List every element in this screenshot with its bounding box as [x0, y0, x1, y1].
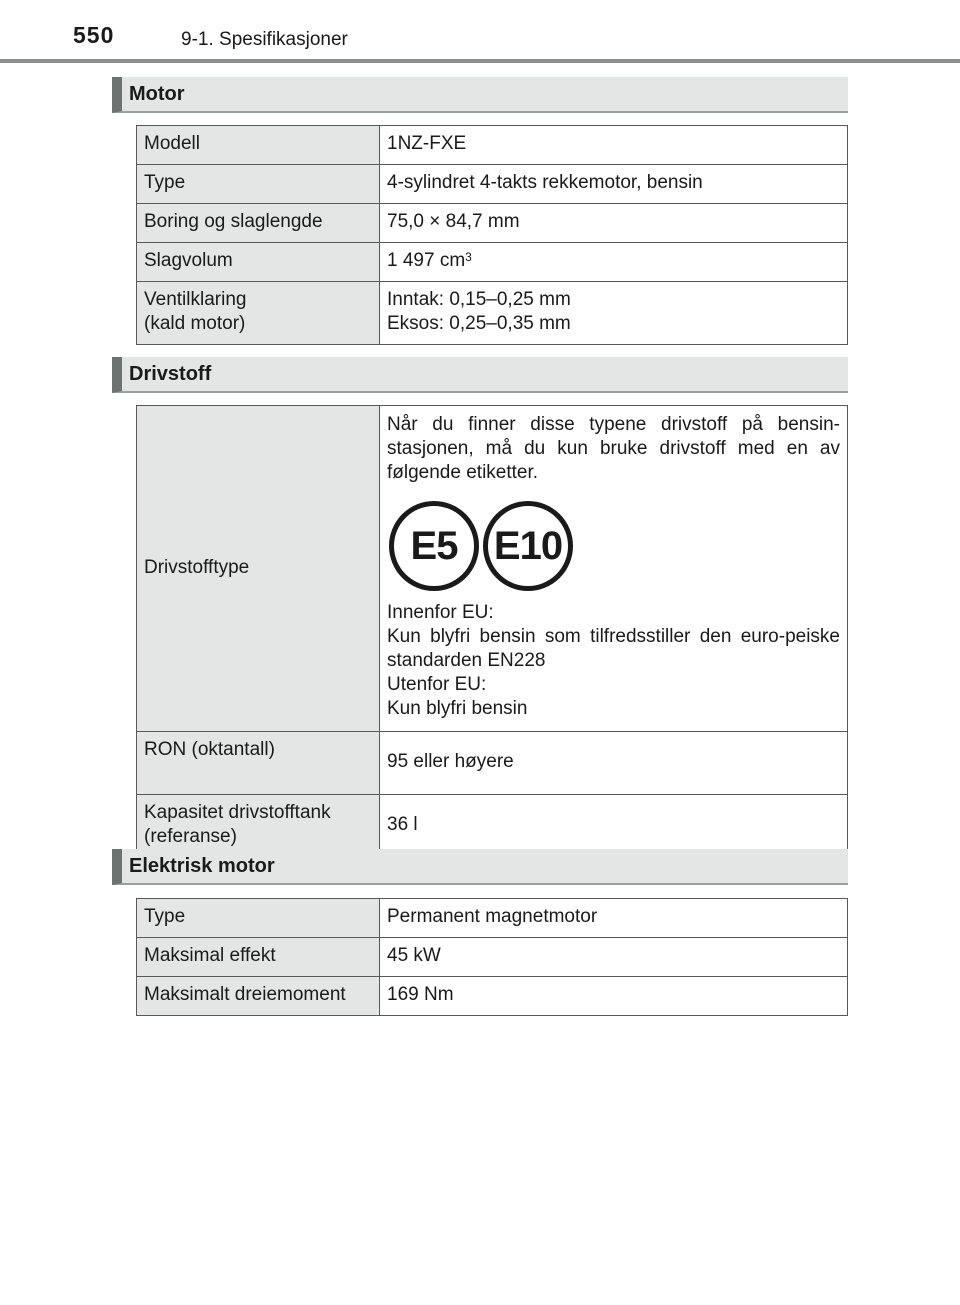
- table-row: [137, 165, 848, 204]
- row-label: Slagvolum: [137, 243, 380, 282]
- row-value: 1NZ-FXE: [380, 126, 848, 165]
- label-line: Ventilklaring: [144, 289, 247, 310]
- fuel-intro-text: Når du finner disse typene drivstoff på bensin-stasjonen, må du kun bruke drivstoff med en av følgende etiketter.: [387, 414, 840, 483]
- section-title: Motor: [129, 83, 185, 105]
- displacement-value: 1 497 cm: [387, 250, 466, 271]
- fuel-spec-table: [136, 405, 848, 858]
- table-row: [137, 977, 848, 1016]
- row-value: [380, 282, 848, 345]
- header-divider: [0, 59, 960, 63]
- table-row: [137, 406, 848, 732]
- table-row: [137, 282, 848, 345]
- label-line: (kald motor): [144, 313, 246, 334]
- table-row: [137, 243, 848, 282]
- row-label: Maksimalt dreiemoment: [137, 977, 380, 1016]
- row-value: 169 Nm: [380, 977, 848, 1016]
- row-value: 4-sylindret 4-takts rekkemotor, bensin: [380, 165, 848, 204]
- outside-eu-heading: Utenfor EU:: [387, 674, 487, 695]
- section-title: Drivstoff: [129, 363, 212, 385]
- chapter-title: 9-1. Spesifikasjoner: [181, 29, 348, 50]
- fuel-badge-e5-icon: E5: [389, 501, 479, 591]
- row-label: Modell: [137, 126, 380, 165]
- label-line: (referanse): [144, 826, 237, 847]
- page-header: [0, 0, 960, 64]
- row-label: Type: [137, 899, 380, 938]
- row-label: Maksimal effekt: [137, 938, 380, 977]
- section-heading-motor: [112, 77, 848, 113]
- row-label: Type: [137, 165, 380, 204]
- table-row: [137, 126, 848, 165]
- value-line: Inntak: 0,15–0,25 mm: [387, 289, 571, 310]
- page-number: 550: [73, 22, 115, 48]
- table-row: [137, 732, 848, 795]
- section-heading-drivstoff: [112, 357, 848, 393]
- superscript: 3: [465, 250, 472, 264]
- row-label: Boring og slaglengde: [137, 204, 380, 243]
- label-line: Kapasitet drivstofftank: [144, 802, 331, 823]
- section-title: Elektrisk motor: [129, 855, 275, 877]
- value-line: Eksos: 0,25–0,35 mm: [387, 313, 571, 334]
- row-value: 95 eller høyere: [380, 732, 848, 795]
- row-label: Drivstofftype: [137, 406, 380, 732]
- inside-eu-text: Kun blyfri bensin som tilfredsstiller den euro-peiske standarden EN228: [387, 626, 840, 671]
- row-value: [380, 243, 848, 282]
- section-heading-elektrisk-motor: [112, 849, 848, 885]
- motor-spec-table: [136, 125, 848, 345]
- row-value: 36 l: [380, 795, 848, 858]
- fuel-badge-e10-icon: E10: [483, 501, 573, 591]
- table-row: [137, 204, 848, 243]
- fuel-label-badges: [389, 501, 840, 591]
- table-row: [137, 938, 848, 977]
- electric-motor-spec-table: [136, 898, 848, 1016]
- table-row: [137, 899, 848, 938]
- row-label: RON (oktantall): [137, 732, 380, 795]
- outside-eu-text: Kun blyfri bensin: [387, 698, 528, 719]
- row-value: Permanent magnetmotor: [380, 899, 848, 938]
- inside-eu-heading: Innenfor EU:: [387, 602, 494, 623]
- row-value: [380, 406, 848, 732]
- row-value: 75,0 × 84,7 mm: [380, 204, 848, 243]
- row-label: [137, 282, 380, 345]
- row-value: 45 kW: [380, 938, 848, 977]
